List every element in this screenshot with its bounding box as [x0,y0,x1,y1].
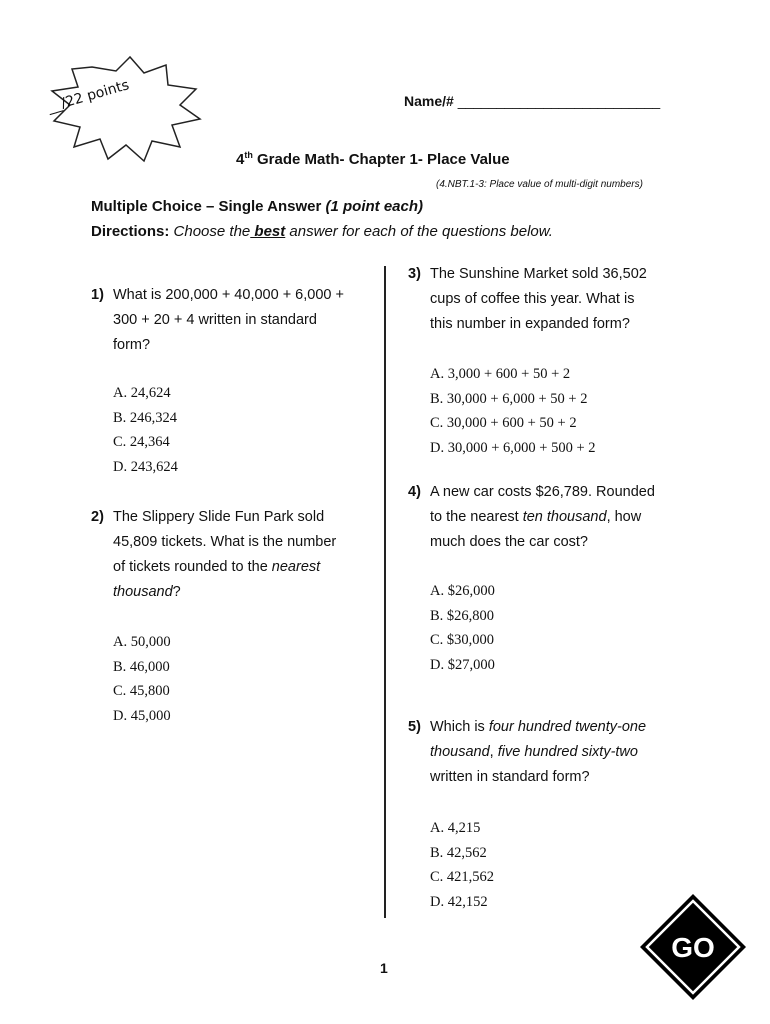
name-blank[interactable]: __________________________ [457,93,661,109]
question-line: The Slippery Slide Fun Park sold [113,509,325,525]
question-number: 4) [408,484,421,500]
question-text-part: , [489,744,498,760]
directions-text-b: answer for each of the questions below. [285,223,553,240]
choice-c[interactable]: C. $30,000 [430,632,495,648]
choice-a[interactable]: A. 3,000 + 600 + 50 + 2 [430,366,571,382]
title-grade: 4 [236,151,245,168]
choice-a[interactable]: A. $26,000 [430,583,495,599]
go-sign [638,892,748,1002]
directions-text-a: Choose the [169,223,251,240]
go-diamond-icon [638,892,748,1002]
question-text-part: to the nearest [430,509,523,525]
choice-d[interactable]: D. $27,000 [430,656,495,673]
question-4-choices [430,579,495,677]
name-field[interactable] [404,93,660,109]
question-text-emphasis: thousand [113,584,173,600]
question-number: 2) [91,509,104,525]
directions-label: Directions: [91,223,170,240]
choice-a[interactable]: A. 24,624 [113,385,171,401]
question-line: cups of coffee this year. What is [430,291,635,307]
question-3-choices [430,362,596,460]
choice-b[interactable]: B. $26,800 [430,607,495,624]
question-line: A new car costs $26,789. Rounded [430,484,655,500]
section-heading [91,198,423,215]
question-line: form? [113,337,151,353]
question-2-choices [113,630,171,728]
standard-reference: (4.NBT.1-3: Place value of multi-digit numbers) [436,179,643,190]
name-label: Name/# [404,93,458,109]
question-text-emphasis: five hundred sixty-two [497,744,638,760]
directions-best: best [250,223,286,240]
question-number: 5) [408,719,421,735]
title-sup: th [244,150,253,160]
question-text-emphasis: thousand [430,744,490,760]
choice-a[interactable]: A. 50,000 [113,634,171,650]
question-line: this number in expanded form? [430,316,630,332]
page-title [236,150,510,168]
question-text-emphasis: four hundred twenty-one [488,719,647,735]
question-text [430,715,646,790]
question-number: 1) [91,287,104,303]
question-line: 45,809 tickets. What is the number [113,534,337,550]
page-number: 1 [380,960,388,976]
choice-d[interactable]: D. 243,624 [113,458,178,475]
column-divider [384,266,386,918]
score-label: __/22 points [45,77,131,116]
starburst-shape [45,55,208,165]
question-text [430,262,647,337]
choice-b[interactable]: B. 42,562 [430,844,487,861]
question-number: 3) [408,266,421,282]
question-text-emphasis: ten thousand [522,509,607,525]
question-text-emphasis: nearest [271,559,321,575]
question-line: What is 200,000 + 40,000 + 6,000 + [113,287,344,303]
question-1-choices [113,381,178,479]
choice-d[interactable]: D. 42,152 [430,893,488,910]
question-line [430,715,646,740]
question-line: The Sunshine Market sold 36,502 [430,266,647,282]
choice-b[interactable]: B. 30,000 + 6,000 + 50 + 2 [430,390,588,407]
question-text-part: of tickets rounded to the [113,559,272,575]
question-text-part: Which is [430,719,489,735]
question-text-part: ? [172,584,181,600]
question-text [113,505,336,605]
section-heading-text: Multiple Choice – Single Answer [91,198,326,215]
question-5-choices [430,816,494,914]
choice-c[interactable]: C. 30,000 + 600 + 50 + 2 [430,415,577,431]
choice-c[interactable]: C. 421,562 [430,869,495,885]
choice-d[interactable]: D. 45,000 [113,707,171,724]
question-line [430,505,655,530]
question-line: written in standard form? [430,769,590,785]
question-line [113,555,336,580]
choice-c[interactable]: C. 24,364 [113,434,170,450]
question-text [430,480,655,555]
choice-b[interactable]: B. 46,000 [113,658,170,675]
question-line: 300 + 20 + 4 written in standard [113,312,317,328]
question-line [113,580,336,605]
choice-a[interactable]: A. 4,215 [430,820,481,836]
title-rest: Grade Math- Chapter 1- Place Value [252,151,510,168]
question-text [113,283,344,358]
score-starburst [45,55,208,165]
section-points: (1 point each) [325,198,424,215]
choice-c[interactable]: C. 45,800 [113,683,170,699]
choice-d[interactable]: D. 30,000 + 6,000 + 500 + 2 [430,439,596,456]
question-line: much does the car cost? [430,534,588,550]
directions [91,223,553,240]
question-text-part: , how [606,509,642,525]
question-line [430,740,646,765]
go-label: GO [671,932,715,963]
choice-b[interactable]: B. 246,324 [113,409,178,426]
